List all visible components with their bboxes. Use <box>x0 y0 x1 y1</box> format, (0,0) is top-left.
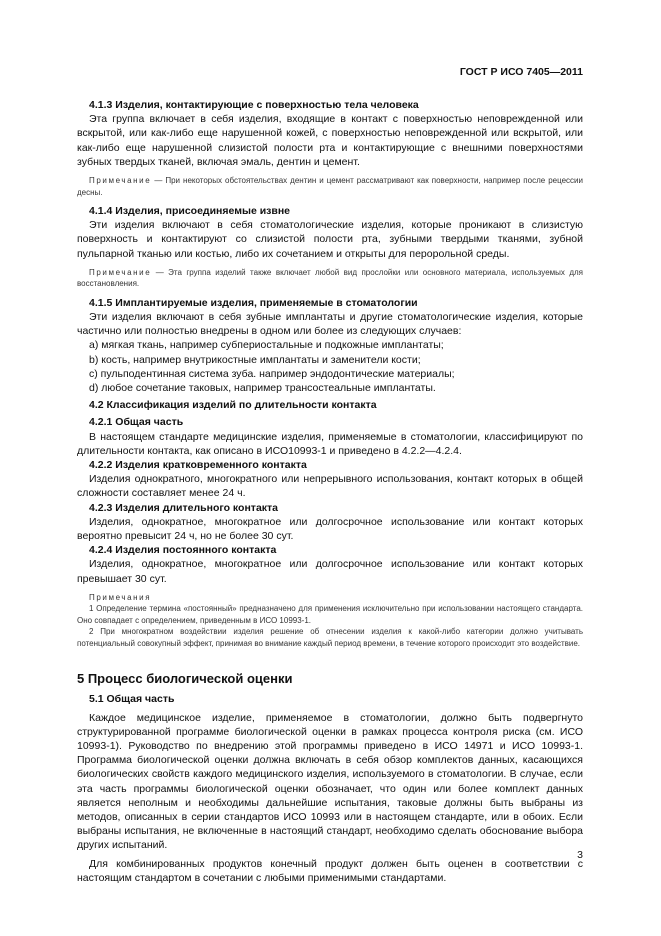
implant-list <box>77 338 583 395</box>
list-item: a) мягкая ткань, например субпериостальные и подкожные имплантаты; <box>89 339 444 352</box>
notes-label: Примечания <box>89 592 152 602</box>
section-heading-4-1-5: 4.1.5 Имплантируемые изделия, применяемые в стоматологии <box>89 296 418 309</box>
section-body-4-2-1: В настоящем стандарте медицинские изделия, применяемые в стоматологии, классифицируют по длительности контакта, как описано в ИСО10993-1 и приведено в 4.2.2—4.2.4. <box>77 430 583 457</box>
chapter-heading-5: 5 Процесс биологической оценки <box>77 671 293 687</box>
note-2: 2 При многократном воздействии изделия решение об отнесении изделия к какой-либо категории должно учитывать потенциальный совокупный эффект, принимая во внимание каждый период времени, в течение которого происходит это воздействие. <box>77 627 583 648</box>
note-4-1-4 <box>77 267 583 290</box>
section-body-4-1-3: Эта группа включает в себя изделия, входящие в контакт с поверхностью неповрежденной или вскрытой, или как-либо еще нарушенной кожей, с поверхностью неповрежденной или вскрытой, или как-либо еще нарушенной слизистой полости рта и контактирующие с внешними поверхностями зубных твердых тканей, включая эмаль, дентин и цемент. <box>77 113 583 168</box>
section-heading-4-2-2: 4.2.2 Изделия кратковременного контакта <box>89 459 307 472</box>
section-body-5-1-p1: Каждое медицинское изделие, применяемое в стоматологии, должно быть подвергнуто структурированной программе биологической оценки в рамках процесса контроля риска (см. ИСО 10993-1). Руководство по внедрению этой программы приведено в ИСО 14971 и ИСО 10993-1. Программа биологической оценки должна включать в себя обзор комплектов данных, касающихся биологических свойств каждого медицинского изделия, используемого в стоматологии. В случае, если эта часть программы биологической оценки обозначает, что один или более комплект данных является неполным и необходимы дальнейшие испытания, таковые должны быть выбраны из методов, описанных в серии стандартов ИСО 10993 или в настоящем стандарте, или в обоих. Если выбраны испытания, не включенные в настоящий стандарт, необходимо сделать обоснование выбора других испытаний. <box>77 711 583 852</box>
section-heading-4-2-1: 4.2.1 Общая часть <box>89 416 184 429</box>
document-id: ГОСТ Р ИСО 7405—2011 <box>459 66 583 78</box>
list-item: c) пульподентинная система зуба. например эндодонтические материалы; <box>89 367 455 380</box>
section-heading-4-1-4: 4.1.4 Изделия, присоединяемые извне <box>89 205 291 218</box>
page-number: 3 <box>577 849 583 861</box>
note-text: — Эта группа изделий также включает любой вид прослойки или основного материала, используемых для восстановления. <box>77 267 583 289</box>
section-heading-4-1-3: 4.1.3 Изделия, контактирующие с поверхностью тела человека <box>89 99 419 111</box>
section-heading-4-2: 4.2 Классификация изделий по длительности контакта <box>89 399 377 412</box>
section-heading-4-2-4: 4.2.4 Изделия постоянного контакта <box>89 544 277 557</box>
note-label: Примечание <box>89 176 152 186</box>
section-body-4-1-4: Эти изделия включают в себя стоматологические изделия, которые проникают в слизистую поверхность и контактируют со слизистой полости рта, зубными твердыми тканями, зубной пульпарной тканью или костью, либо их сочетанием и открыты для перорольной среды. <box>77 219 583 260</box>
section-body-4-2-2: Изделия однократного, многократного или непрерывного использования, контакт которых в общей сложности составляет менее 24 ч. <box>77 473 583 500</box>
section-body-4-1-5: Эти изделия включают в себя зубные имплантаты и другие стоматологические изделия, которые частично или полностью внедрены в одном или более из следующих случаев: <box>77 311 583 338</box>
list-item: b) кость, например внутрикостные имплантаты и заменители кости; <box>89 353 421 366</box>
section-body-5-1-p2: Для комбинированных продуктов конечный продукт должен быть оценен в соответствии с настоящим стандартом в сочетании с любыми применимыми стандартами. <box>77 857 583 884</box>
section-heading-4-2-3: 4.2.3 Изделия длительного контакта <box>89 501 279 514</box>
section-body-4-2-4: Изделия, однократное, многократное или долгосрочное использование или контакт которых превышает 30 сут. <box>77 558 583 585</box>
section-body-4-2-3: Изделия, однократное, многократное или долгосрочное использование или контакт которых вероятно превысит 24 ч, но не более 30 сут. <box>77 515 583 543</box>
page-content <box>77 98 583 885</box>
note-1: 1 Определение термина «постоянный» предназначено для применения исключительно при использовании настоящего стандарта. Оно совпадает с определением, приведенным в ИСО 10993-1. <box>77 604 583 625</box>
note-4-1-3 <box>77 175 583 198</box>
note-label: Примечание <box>89 267 152 277</box>
section-heading-5-1: 5.1 Общая часть <box>89 693 175 706</box>
note-text: — При некоторых обстоятельствах дентин и цемент рассматривают как поверхности, например после рецессии десны. <box>77 176 583 197</box>
list-item: d) любое сочетание таковых, например трансостеальные имплантаты. <box>89 382 436 395</box>
